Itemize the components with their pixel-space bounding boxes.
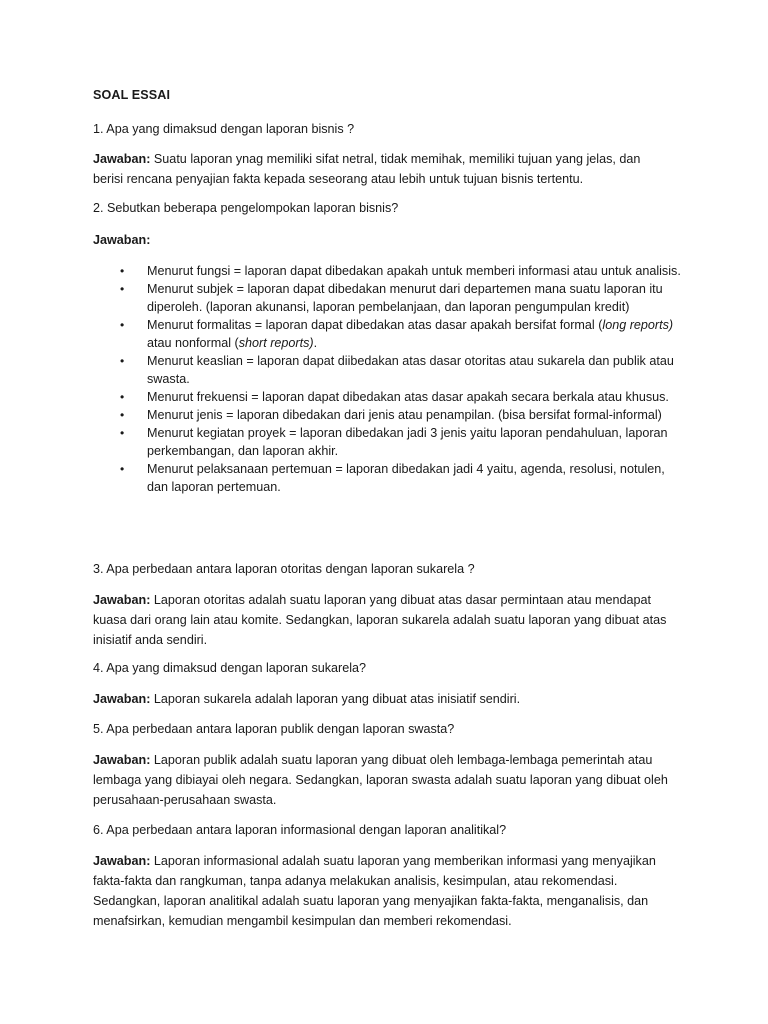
bullet-list <box>93 262 683 496</box>
answer-5 <box>93 750 673 810</box>
bullet-icon: • <box>120 462 125 476</box>
list-item-italic: long reports) <box>602 318 674 332</box>
list-item <box>93 406 683 424</box>
answer-label: Jawaban: <box>93 854 151 868</box>
answer-label: Jawaban: <box>93 233 151 247</box>
list-item-text-part: . <box>313 336 318 350</box>
list-item <box>93 280 683 316</box>
bullet-icon: • <box>120 264 125 278</box>
list-item-text: Menurut frekuensi = laporan dapat dibedakan atas dasar apakah secara berkala atau khusus. <box>147 390 669 404</box>
list-item-text-part: Menurut formalitas = laporan dapat dibedakan atas dasar apakah bersifat formal ( <box>147 318 603 332</box>
list-item-text: Menurut kegiatan proyek = laporan dibedakan jadi 3 jenis yaitu laporan pendahuluan, laporan perkembangan, dan laporan akhir. <box>147 426 668 458</box>
list-item-text: Menurut subjek = laporan dapat dibedakan menurut dari departemen mana suatu laporan itu diperoleh. (laporan akunansi, laporan pembelanjaan, dan laporan pengumpulan kredit) <box>147 282 663 314</box>
question-6: 6. Apa perbedaan antara laporan informasional dengan laporan analitikal? <box>93 823 507 837</box>
bullet-icon: • <box>120 390 125 404</box>
list-item-text: Menurut fungsi = laporan dapat dibedakan apakah untuk memberi informasi atau untuk analisis. <box>147 264 681 278</box>
answer-4 <box>93 689 673 709</box>
list-item <box>93 460 683 496</box>
list-item <box>93 424 683 460</box>
list-item-text: Menurut pelaksanaan pertemuan = laporan dibedakan jadi 4 yaitu, agenda, resolusi, notulen, dan laporan pertemuan. <box>147 462 665 494</box>
answer-label: Jawaban: <box>93 692 151 706</box>
answer-text: Laporan otoritas adalah suatu laporan yang dibuat atas dasar permintaan atau mendapat kuasa dari orang lain atau komite. Sedangkan, laporan sukarela adalah suatu laporan yang dibuat atas inisiatif anda sendiri. <box>93 593 667 647</box>
answer-3 <box>93 590 673 650</box>
question-2: 2. Sebutkan beberapa pengelompokan laporan bisnis? <box>93 201 399 215</box>
list-item <box>93 352 683 388</box>
bullet-icon: • <box>120 408 125 422</box>
list-item-text: Menurut keaslian = laporan dapat diibedakan atas dasar otoritas atau sukarela dan publik atau swasta. <box>147 354 674 386</box>
list-item <box>93 262 683 280</box>
answer-1 <box>93 149 673 189</box>
list-item-text: Menurut jenis = laporan dibedakan dari jenis atau penampilan. (bisa bersifat formal-informal) <box>147 408 662 422</box>
bullet-icon: • <box>120 354 125 368</box>
question-4: 4. Apa yang dimaksud dengan laporan sukarela? <box>93 661 367 675</box>
answer-text: Laporan publik adalah suatu laporan yang dibuat oleh lembaga-lembaga pemerintah atau lembaga yang dibiayai oleh negara. Sedangkan, laporan swasta adalah suatu laporan yang dibuat oleh perusahaan-perusahaan swasta. <box>93 753 668 807</box>
answer-text: Suatu laporan ynag memiliki sifat netral, tidak memihak, memiliki tujuan yang jelas, dan berisi rencana penyajian fakta kepada seseorang atau lebih untuk tujuan bisnis tertentu. <box>93 152 641 186</box>
answer-label: Jawaban: <box>93 152 151 166</box>
bullet-icon: • <box>120 426 125 440</box>
document-title: SOAL ESSAI <box>93 88 171 102</box>
question-3: 3. Apa perbedaan antara laporan otoritas dengan laporan sukarela ? <box>93 562 475 576</box>
list-item <box>93 388 683 406</box>
bullet-icon: • <box>120 318 125 332</box>
list-item <box>93 316 683 352</box>
list-item-text-part: atau nonformal ( <box>147 336 239 350</box>
question-5: 5. Apa perbedaan antara laporan publik dengan laporan swasta? <box>93 722 455 736</box>
answer-text: Laporan informasional adalah suatu laporan yang memberikan informasi yang menyajikan fakta-fakta dan rangkuman, tanpa adanya melakukan analisis, kesimpulan, atau rekomendasi. Sedangkan, laporan analitikal adalah suatu laporan yang menyajikan fakta-fakta, menganalisis, dan menafsirkan, kemudian mengambil kesimpulan dan memberi rekomendasi. <box>93 854 656 928</box>
answer-label: Jawaban: <box>93 593 151 607</box>
question-1: 1. Apa yang dimaksud dengan laporan bisnis ? <box>93 122 355 136</box>
list-item-italic: short reports) <box>238 336 314 350</box>
answer-label: Jawaban: <box>93 753 151 767</box>
bullet-icon: • <box>120 282 125 296</box>
answer-text: Laporan sukarela adalah laporan yang dibuat atas inisiatif sendiri. <box>150 692 521 706</box>
list-item-text <box>147 316 683 352</box>
answer-6 <box>93 851 673 931</box>
